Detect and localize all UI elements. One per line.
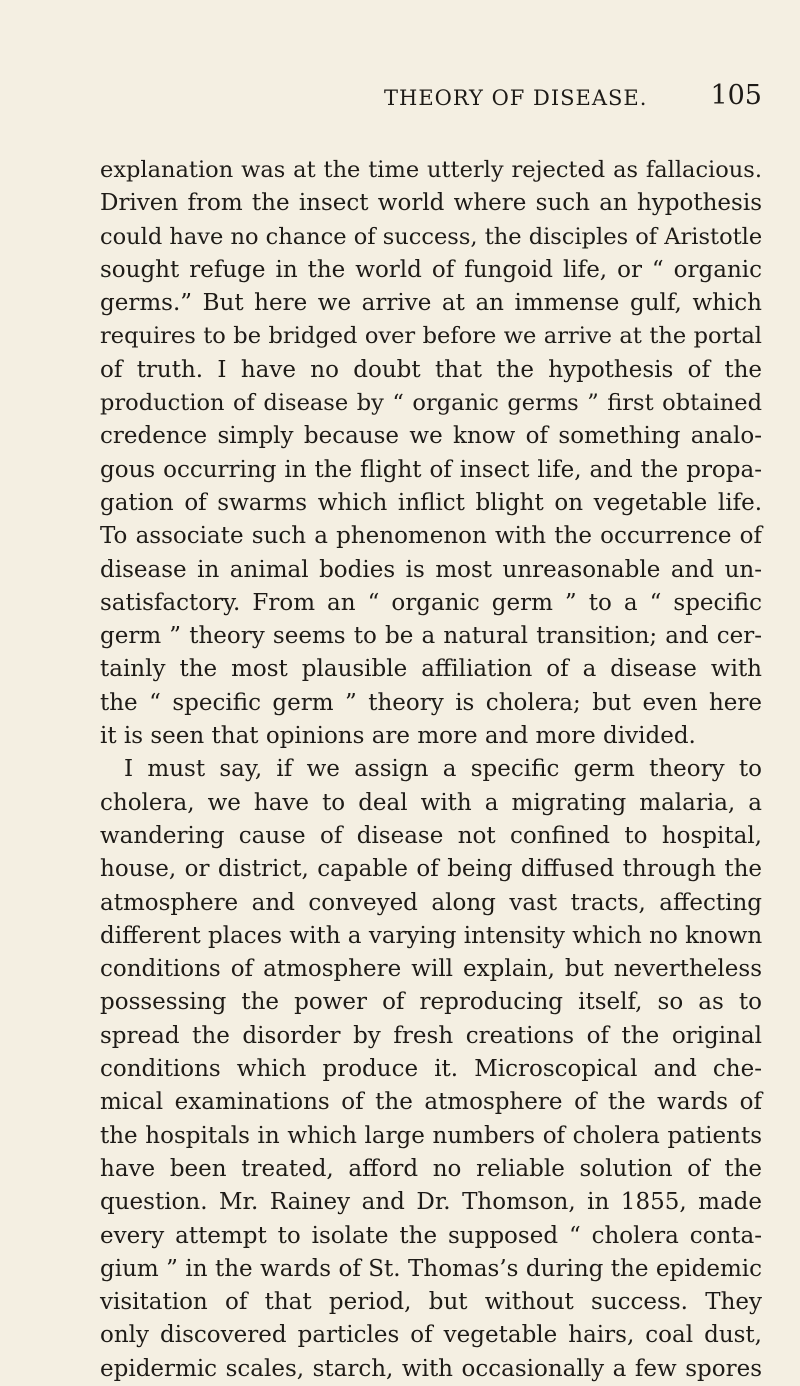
text-line: production of disease by “ organic germs ” first obtained <box>100 390 762 417</box>
text-line: conditions which produce it. Microscopical and che- <box>100 1056 762 1083</box>
text-line: gium ” in the wards of St. Thomas’s during the epidemic <box>100 1255 762 1282</box>
text-line: only discovered particles of vegetable hairs, coal dust, <box>100 1322 762 1349</box>
text-line: of truth. I have no doubt that the hypothesis of the <box>100 356 762 383</box>
text-line: disease in animal bodies is most unreasonable and un- <box>100 556 762 583</box>
text-line: explanation was at the time utterly rejected as fallacious. <box>100 157 762 183</box>
page-header <box>100 75 762 111</box>
text-line: requires to be bridged over before we arrive at the portal <box>100 323 762 350</box>
text-line: germ ” theory seems to be a natural transition; and cer- <box>100 623 762 650</box>
text-line: credence simply because we know of something analo- <box>100 423 762 450</box>
running-head: THEORY OF DISEASE. <box>384 86 648 110</box>
text-line: the “ specific germ ” theory is cholera; but even here <box>100 689 762 716</box>
text-line: conditions of atmosphere will explain, but nevertheless <box>100 956 762 983</box>
text-line: different places with a varying intensity which no known <box>100 922 763 949</box>
text-line: sought refuge in the world of fungoid life, or “ organic <box>100 256 762 283</box>
text-line: possessing the power of reproducing itself, so as to <box>100 989 762 1016</box>
page-number: 105 <box>710 80 762 111</box>
text-line: Driven from the insect world where such an hypothesis <box>100 190 762 217</box>
text-line: germs.” But here we arrive at an immense gulf, which <box>100 290 762 317</box>
text-line: visitation of that period, but without success. They <box>100 1289 762 1316</box>
text-line: house, or district, capable of being diffused through the <box>100 856 762 883</box>
text-line: spread the disorder by fresh creations of the original <box>100 1022 762 1049</box>
text-line: have been treated, afford no reliable solution of the <box>100 1155 762 1182</box>
text-line: gous occurring in the flight of insect life, and the propa- <box>100 456 762 483</box>
text-line: epidermic scales, starch, with occasionally a few spores <box>100 1355 762 1382</box>
text-line: the hospitals in which large numbers of cholera patients <box>100 1122 762 1149</box>
text-line: it is seen that opinions are more and more divided. <box>100 723 696 750</box>
text-line: question. Mr. Rainey and Dr. Thomson, in 1855, made <box>100 1189 762 1216</box>
text-line: mical examinations of the atmosphere of the wards of <box>100 1089 762 1116</box>
text-line: To associate such a phenomenon with the occurrence of <box>100 523 762 550</box>
text-line: gation of swarms which inflict blight on vegetable life. <box>100 489 762 516</box>
text-line: cholera, we have to deal with a migrating malaria, a <box>100 789 762 816</box>
body-text <box>100 154 762 1386</box>
text-line: every attempt to isolate the supposed “ cholera conta- <box>100 1222 762 1249</box>
text-line: I must say, if we assign a specific germ theory to <box>124 756 762 783</box>
text-line: atmosphere and conveyed along vast tracts, affecting <box>100 889 762 916</box>
text-line: tainly the most plausible affiliation of a disease with <box>100 656 762 683</box>
text-line: could have no chance of success, the disciples of Aristotle <box>100 223 763 250</box>
text-line: satisfactory. From an “ organic germ ” to a “ specific <box>100 589 762 616</box>
text-line: wandering cause of disease not confined to hospital, <box>100 822 762 849</box>
